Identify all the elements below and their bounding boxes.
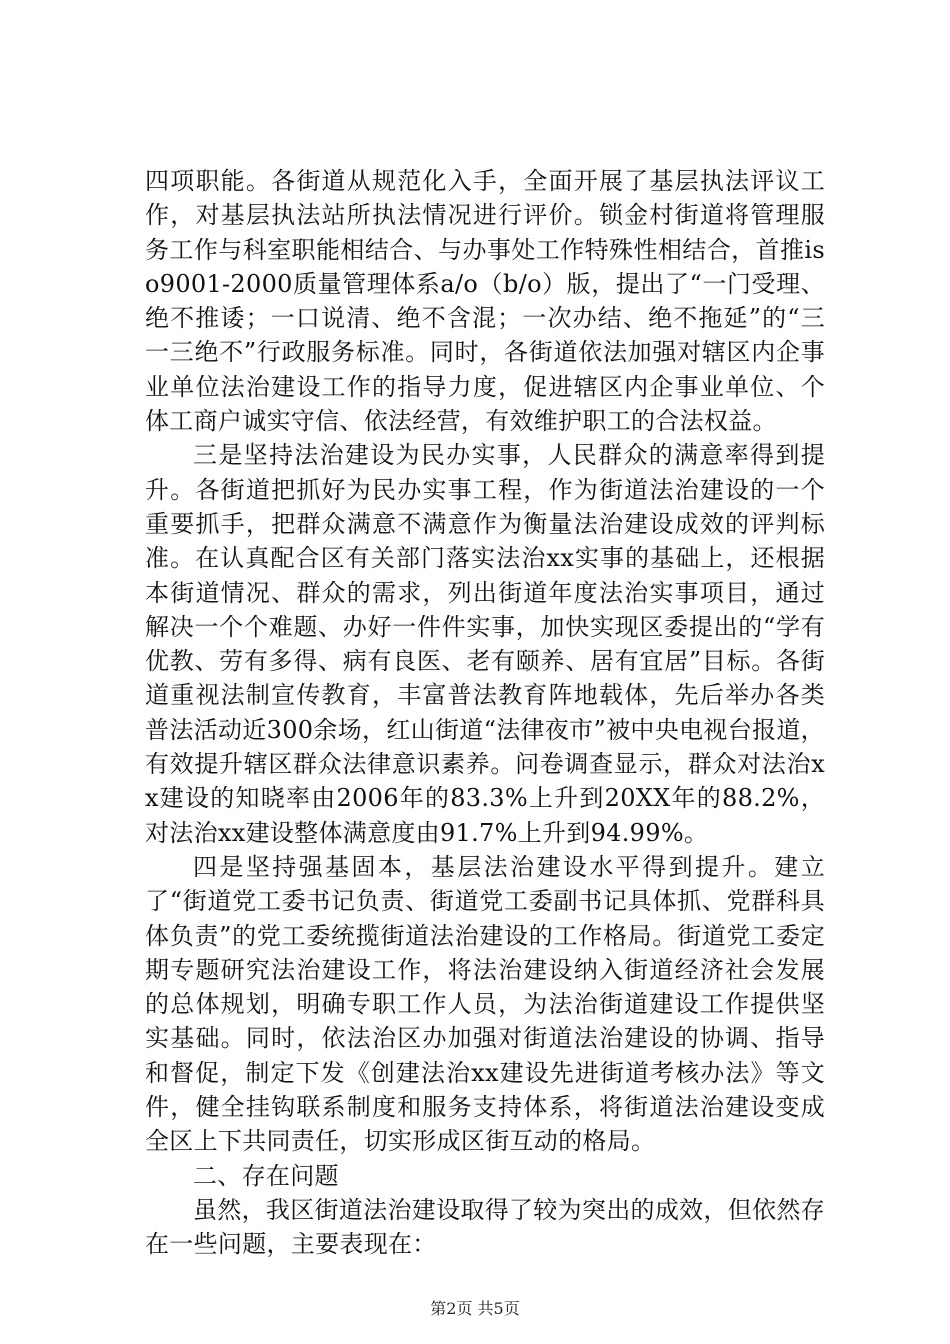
paragraph-problems-intro: 虽然，我区街道法治建设取得了较为突出的成效，但依然存在一些问题，主要表现在： xyxy=(145,1195,825,1259)
section-heading-problems: 二、存在问题 xyxy=(193,1161,339,1190)
document-body xyxy=(145,164,825,1262)
paragraph-continuation: 四项职能。各街道从规范化入手，全面开展了基层执法评议工作，对基层执法站所执法情况进行评价。锁金村街道将管理服务工作与科室职能相结合、与办事处工作特殊性相结合，首推iso9001-2000质量管理体系a/o（b/o）版，提出了“一门受理、绝不推诿；一口说清、绝不含混；一次办结、绝不拖延”的“三一三绝不”行政服务标准。同时，各街道依法加强对辖区内企事业单位法治建设工作的指导力度，促进辖区内企事业单位、个体工商户诚实守信、依法经营，有效维护职工的合法权益。 xyxy=(145,167,825,436)
page-number-footer: 第2页 共5页 xyxy=(430,1299,520,1318)
paragraph-point-four: 四是坚持强基固本，基层法治建设水平得到提升。建立了“街道党工委书记负责、街道党工委副书记具体抓、党群科具体负责”的党工委统揽街道法治建设的工作格局。街道党工委定期专题研究法治建设工作，将法治建设纳入街道经济社会发展的总体规划，明确专职工作人员，为法治街道建设工作提供坚实基础。同时，依法治区办加强对街道法治建设的协调、指导和督促，制定下发《创建法治xx建设先进街道考核办法》等文件，健全挂钩联系制度和服务支持体系，将街道法治建设变成全区上下共同责任，切实形成区街互动的格局。 xyxy=(145,852,825,1156)
paragraph-point-three: 三是坚持法治建设为民办实事，人民群众的满意率得到提升。各街道把抓好为民办实事工程，作为街道法治建设的一个重要抓手，把群众满意不满意作为衡量法治建设成效的评判标准。在认真配合区有关部门落实法治xx实事的基础上，还根据本街道情况、群众的需求，列出街道年度法治实事项目，通过解决一个个难题、办好一件件实事，加快实现区委提出的“学有优教、劳有多得、病有良医、老有颐养、居有宜居”目标。各街道重视法制宣传教育，丰富普法教育阵地载体，先后举办各类普法活动近300余场，红山街道“法律夜市”被中央电视台报道，有效提升辖区群众法律意识素养。问卷调查显示，群众对法治xx建设的知晓率由2006年的83.3%上升到20XX年的88.2%，对法治xx建设整体满意度由91.7%上升到94.99%。 xyxy=(145,441,825,847)
